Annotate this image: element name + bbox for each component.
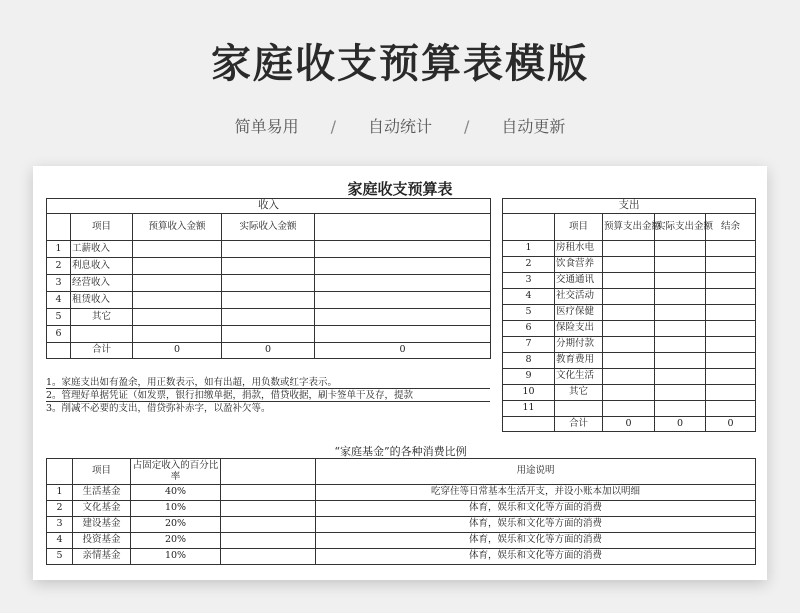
fund-usage: 体育，娱乐和文化等方面的消费 <box>316 517 756 533</box>
fund-item: 投资基金 <box>73 533 131 549</box>
note-line: 1。家庭支出如有盈余，用正数表示，如有出超，用负数或红字表示。 <box>46 376 490 389</box>
income-col-item: 项目 <box>71 214 133 241</box>
page-title: 家庭收支预算表模版 <box>211 41 589 87</box>
row-number: 5 <box>47 309 71 326</box>
fund-item: 亲情基金 <box>73 549 131 565</box>
row-number: 3 <box>47 517 73 533</box>
table-row <box>47 517 756 533</box>
table-row <box>47 485 756 501</box>
table-row <box>47 549 756 565</box>
table-row <box>47 275 491 292</box>
fund-ratio: 10% <box>131 549 221 565</box>
fund-title: “家庭基金”的各种消费比例 <box>334 445 467 458</box>
income-section-label: 收入 <box>47 199 491 214</box>
row-number: 6 <box>503 321 555 337</box>
total-row <box>47 343 491 359</box>
fund-usage: 吃穿住等日常基本生活开支，并设小账本加以明细 <box>316 485 756 501</box>
row-number: 3 <box>47 275 71 292</box>
table-row <box>47 241 491 258</box>
expense-item: 房租水电 <box>555 241 603 257</box>
income-col-actual: 实际收入金额 <box>222 214 315 241</box>
row-number: 7 <box>503 337 555 353</box>
fund-usage: 体育，娱乐和文化等方面的消费 <box>316 501 756 517</box>
row-number: 5 <box>503 305 555 321</box>
expense-col-balance: 结余 <box>706 214 756 241</box>
row-number: 5 <box>47 549 73 565</box>
fund-usage: 体育，娱乐和文化等方面的消费 <box>316 549 756 565</box>
total-row <box>503 417 756 432</box>
notes <box>46 376 490 415</box>
note-line: 3。削减不必要的支出，借贷弥补赤字，以盈补欠等。 <box>46 403 271 414</box>
tag-separator: / <box>330 117 336 136</box>
fund-ratio: 20% <box>131 517 221 533</box>
table-row <box>503 241 756 257</box>
expense-col-budget: 预算支出金额 <box>603 214 655 241</box>
income-item: 利息收入 <box>71 258 133 275</box>
row-number: 8 <box>503 353 555 369</box>
table-row <box>47 258 491 275</box>
tagline <box>0 114 800 137</box>
tag-easy: 简单易用 <box>234 117 299 136</box>
row-number: 1 <box>503 241 555 257</box>
table-row <box>47 326 491 343</box>
fund-item: 文化基金 <box>73 501 131 517</box>
table-row <box>503 321 756 337</box>
row-number: 9 <box>503 369 555 385</box>
expense-item: 文化生活 <box>555 369 603 385</box>
spreadsheet-preview <box>33 166 767 580</box>
expense-item: 分期付款 <box>555 337 603 353</box>
table-row <box>503 337 756 353</box>
table-row <box>47 501 756 517</box>
expense-total-label: 合计 <box>555 417 603 432</box>
expense-total-budget: 0 <box>603 417 655 432</box>
fund-ratio: 20% <box>131 533 221 549</box>
table-row <box>47 309 491 326</box>
table-row <box>503 369 756 385</box>
income-item <box>71 326 133 343</box>
tag-auto-update: 自动更新 <box>501 117 566 136</box>
table-row <box>503 353 756 369</box>
tag-auto-stats: 自动统计 <box>367 117 432 136</box>
sheet-title: 家庭收支预算表 <box>347 180 453 198</box>
row-number: 2 <box>47 501 73 517</box>
income-item: 其它 <box>71 309 133 326</box>
table-row <box>503 289 756 305</box>
row-number: 6 <box>47 326 71 343</box>
income-item: 工薪收入 <box>71 241 133 258</box>
expense-item: 饮食营养 <box>555 257 603 273</box>
row-number: 2 <box>47 258 71 275</box>
fund-usage: 体育，娱乐和文化等方面的消费 <box>316 533 756 549</box>
expense-col-item: 项目 <box>555 214 603 241</box>
income-table <box>46 198 491 359</box>
row-number: 1 <box>47 241 71 258</box>
expense-item: 其它 <box>555 385 603 401</box>
tag-separator: / <box>464 117 470 136</box>
expense-item <box>555 401 603 417</box>
income-total-extra: 0 <box>315 343 491 359</box>
expense-item: 医疗保健 <box>555 305 603 321</box>
expense-table <box>502 198 756 432</box>
income-total-actual: 0 <box>222 343 315 359</box>
fund-item: 生活基金 <box>73 485 131 501</box>
row-number: 3 <box>503 273 555 289</box>
row-number: 4 <box>47 292 71 309</box>
fund-table <box>46 458 756 565</box>
income-col-budget: 预算收入金额 <box>133 214 222 241</box>
income-total-budget: 0 <box>133 343 222 359</box>
expense-section-label: 支出 <box>503 199 756 214</box>
fund-ratio: 10% <box>131 501 221 517</box>
row-number: 4 <box>503 289 555 305</box>
row-number: 4 <box>47 533 73 549</box>
table-row <box>47 292 491 309</box>
row-number: 1 <box>47 485 73 501</box>
fund-col-item: 项目 <box>73 459 131 485</box>
income-item: 租赁收入 <box>71 292 133 309</box>
income-item: 经营收入 <box>71 275 133 292</box>
note-line: 2。管理好单据凭证（如发票，银行扣缴单据，捐款，借贷收据，刷卡签单干及存，提款 <box>46 389 490 402</box>
expense-col-actual: 实际支出金额 <box>655 214 706 241</box>
expense-total-balance: 0 <box>706 417 756 432</box>
income-total-label: 合计 <box>71 343 133 359</box>
expense-total-actual: 0 <box>655 417 706 432</box>
table-row <box>503 257 756 273</box>
expense-item: 社交活动 <box>555 289 603 305</box>
expense-item: 教育费用 <box>555 353 603 369</box>
row-number: 10 <box>503 385 555 401</box>
fund-item: 建设基金 <box>73 517 131 533</box>
fund-col-ratio: 占固定收入的百分比率 <box>131 459 221 485</box>
row-number: 11 <box>503 401 555 417</box>
table-row <box>47 533 756 549</box>
table-row <box>503 305 756 321</box>
fund-col-usage: 用途说明 <box>316 459 756 485</box>
row-number: 2 <box>503 257 555 273</box>
expense-item: 保险支出 <box>555 321 603 337</box>
fund-ratio: 40% <box>131 485 221 501</box>
expense-item: 交通通讯 <box>555 273 603 289</box>
table-row <box>503 273 756 289</box>
table-row <box>503 385 756 401</box>
table-row <box>503 401 756 417</box>
